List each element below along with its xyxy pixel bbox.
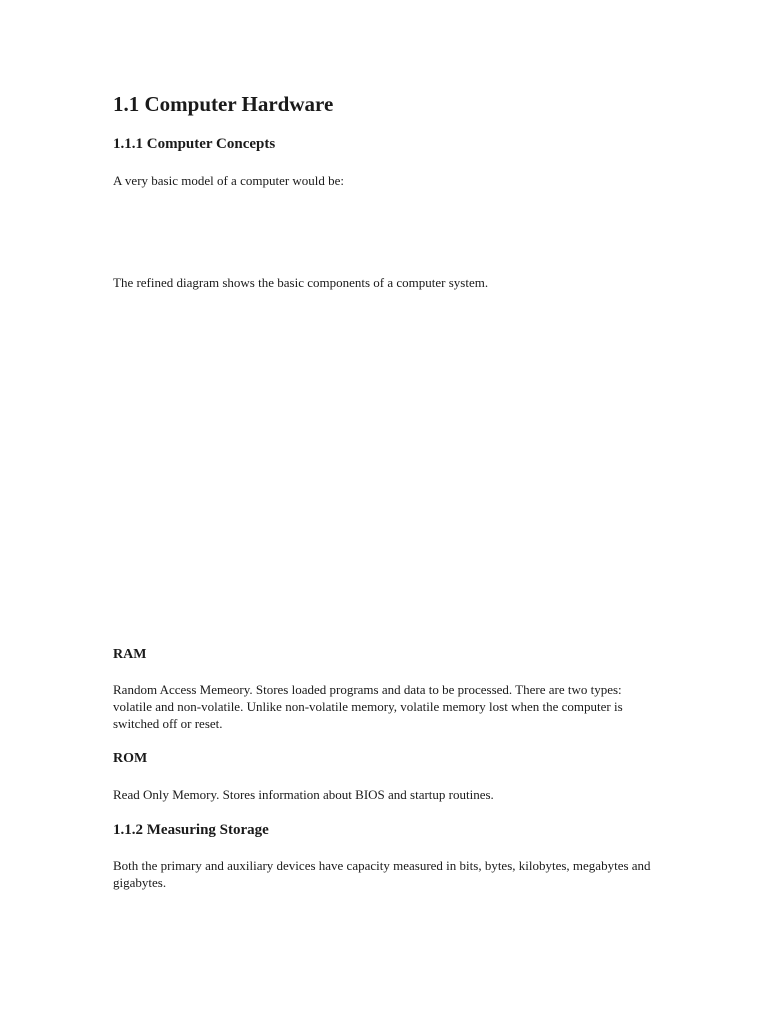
- subheading-rom: ROM: [113, 751, 148, 766]
- refined-diagram-area: [113, 296, 658, 641]
- paragraph-refined-diagram: The refined diagram shows the basic components of a computer system.: [113, 275, 489, 290]
- paragraph-basic-model: A very basic model of a computer would be:: [113, 173, 345, 188]
- page-title: 1.1 Computer Hardware: [113, 92, 334, 116]
- paragraph-measuring-storage: Both the primary and auxiliary devices have capacity measured in bits, bytes, kilobytes, megabytes and gigabytes.: [113, 858, 651, 890]
- section-heading-computer-concepts: 1.1.1 Computer Concepts: [113, 136, 276, 152]
- paragraph-rom: Read Only Memory. Stores information about BIOS and startup routines.: [113, 787, 494, 802]
- paragraph-ram: Random Access Memeory. Stores loaded programs and data to be processed. There are two types: volatile and non-volatile. Unlike non-volatile memory, volatile memory lost when the computer is switched off or reset.: [113, 682, 623, 731]
- basic-model-diagram-area: [113, 192, 658, 270]
- section-heading-measuring-storage: 1.1.2 Measuring Storage: [113, 822, 269, 838]
- subheading-ram: RAM: [113, 647, 147, 662]
